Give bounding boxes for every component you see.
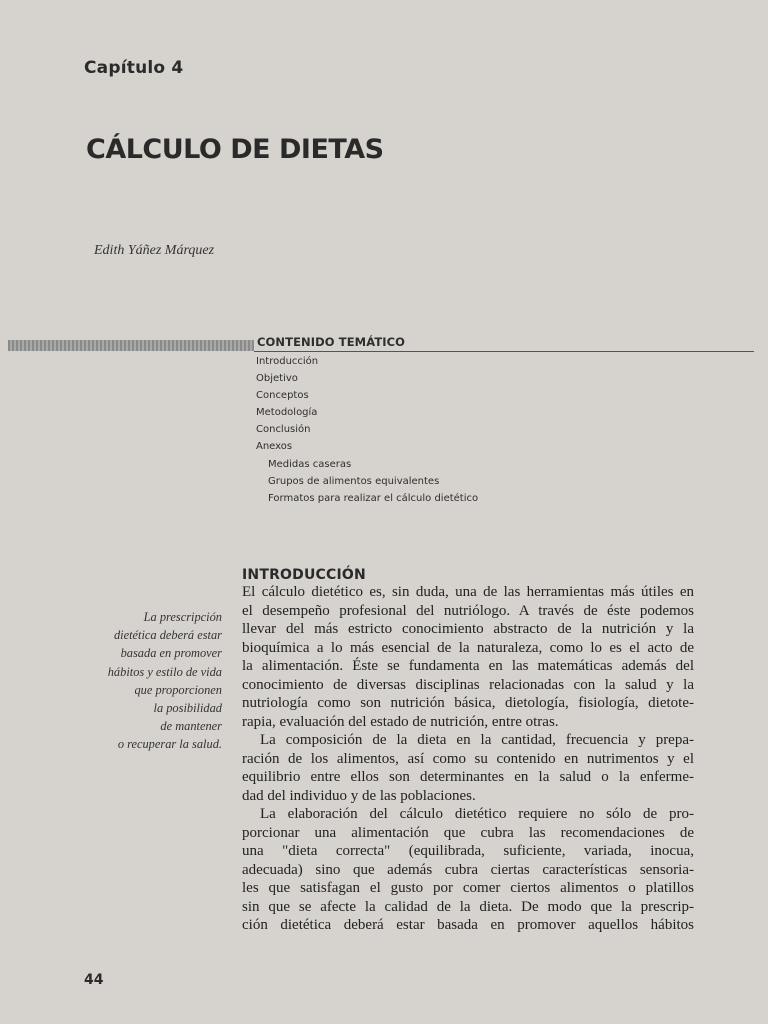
toc-item: Introducción (256, 356, 319, 367)
body-line: La composición de la dieta en la cantidad, frecuencia y prepa- (260, 732, 694, 748)
margin-quote-line: hábitos y estilo de vida (107, 664, 222, 679)
body-line: sin que se afecte la calidad de la dieta. De modo que la prescrip- (242, 898, 694, 915)
toc-item: Anexos (256, 441, 293, 453)
toc-item: Medidas caseras (268, 458, 352, 470)
margin-quote-line: que proporcionen (134, 682, 222, 697)
chapter-author: Edith Yáñez Márquez (94, 243, 215, 258)
body-line: les que satisfagan el gusto por comer ciertos alimentos o platillos (242, 880, 694, 896)
body-line: rapia, evaluación del estado de nutrición, entre otras. (242, 713, 559, 730)
body-line: ración de los alimentos, así como su contenido en nutrimentos y el (242, 750, 694, 767)
body-line: dad del individuo y de las poblaciones. (242, 787, 476, 804)
body-line: El cálculo dietético es, sin duda, una de las herramientas más útiles en (242, 584, 694, 600)
margin-quote-line: basada en promover (120, 646, 222, 661)
body-line: equilibrio entre ellos son determinantes en la salud o la enferme- (242, 769, 694, 785)
body-line: adecuada) sino que además cubra ciertas características sensoria- (242, 861, 694, 878)
chapter-title: CÁLCULO DE DIETAS (86, 134, 384, 165)
toc-heading: CONTENIDO TEMÁTICO (257, 335, 406, 349)
body-line: porcionar una alimentación que cubra las recomendaciones de (242, 824, 694, 841)
toc-item: Conclusión (256, 424, 311, 436)
toc-decorative-bar (8, 340, 254, 351)
toc-divider (254, 351, 754, 352)
margin-quote-line: La prescripción (143, 610, 222, 624)
toc-list (256, 353, 478, 507)
margin-quote-line: o recuperar la salud. (117, 737, 222, 752)
toc-item: Formatos para realizar el cálculo dietético (268, 492, 479, 504)
toc-item: Metodología (256, 407, 318, 419)
margin-quote-line: de mantener (160, 719, 222, 734)
body-line: conocimiento de diversas disciplinas relacionadas con la salud y la (242, 676, 694, 693)
toc-item: Grupos de alimentos equivalentes (268, 475, 440, 487)
margin-quote-line: dietética deberá estar (113, 628, 222, 643)
body-line: ción dietética deberá estar basada en promover aquellos hábitos (242, 917, 694, 933)
body-line: bioquímica a lo más esencial de la naturaleza, como lo es el acto de (242, 639, 694, 656)
body-line: llevar del más estricto conocimiento abstracto de la nutrición y la (242, 621, 694, 637)
page-number: 44 (84, 972, 104, 988)
body-line: una "dieta correcta" (equilibrada, suficiente, variada, inocua, (242, 843, 694, 859)
body-line: nutriología como son nutrición básica, dietología, fisiología, dietote- (242, 695, 694, 711)
toc-item: Conceptos (256, 390, 309, 402)
margin-quote (108, 608, 222, 754)
body-line: el desempeño profesional del nutriólogo. A través de éste podemos (242, 602, 694, 619)
section-heading: INTRODUCCIÓN (242, 567, 366, 583)
body-line: la alimentación. Éste se fundamenta en las matemáticas además del (242, 658, 694, 674)
chapter-label: Capítulo 4 (84, 58, 184, 78)
margin-quote-line: la posibilidad (153, 701, 222, 716)
toc-item: Objetivo (256, 373, 298, 385)
body-line: La elaboración del cálculo dietético requiere no sólo de pro- (260, 806, 694, 822)
body-text (242, 583, 694, 935)
